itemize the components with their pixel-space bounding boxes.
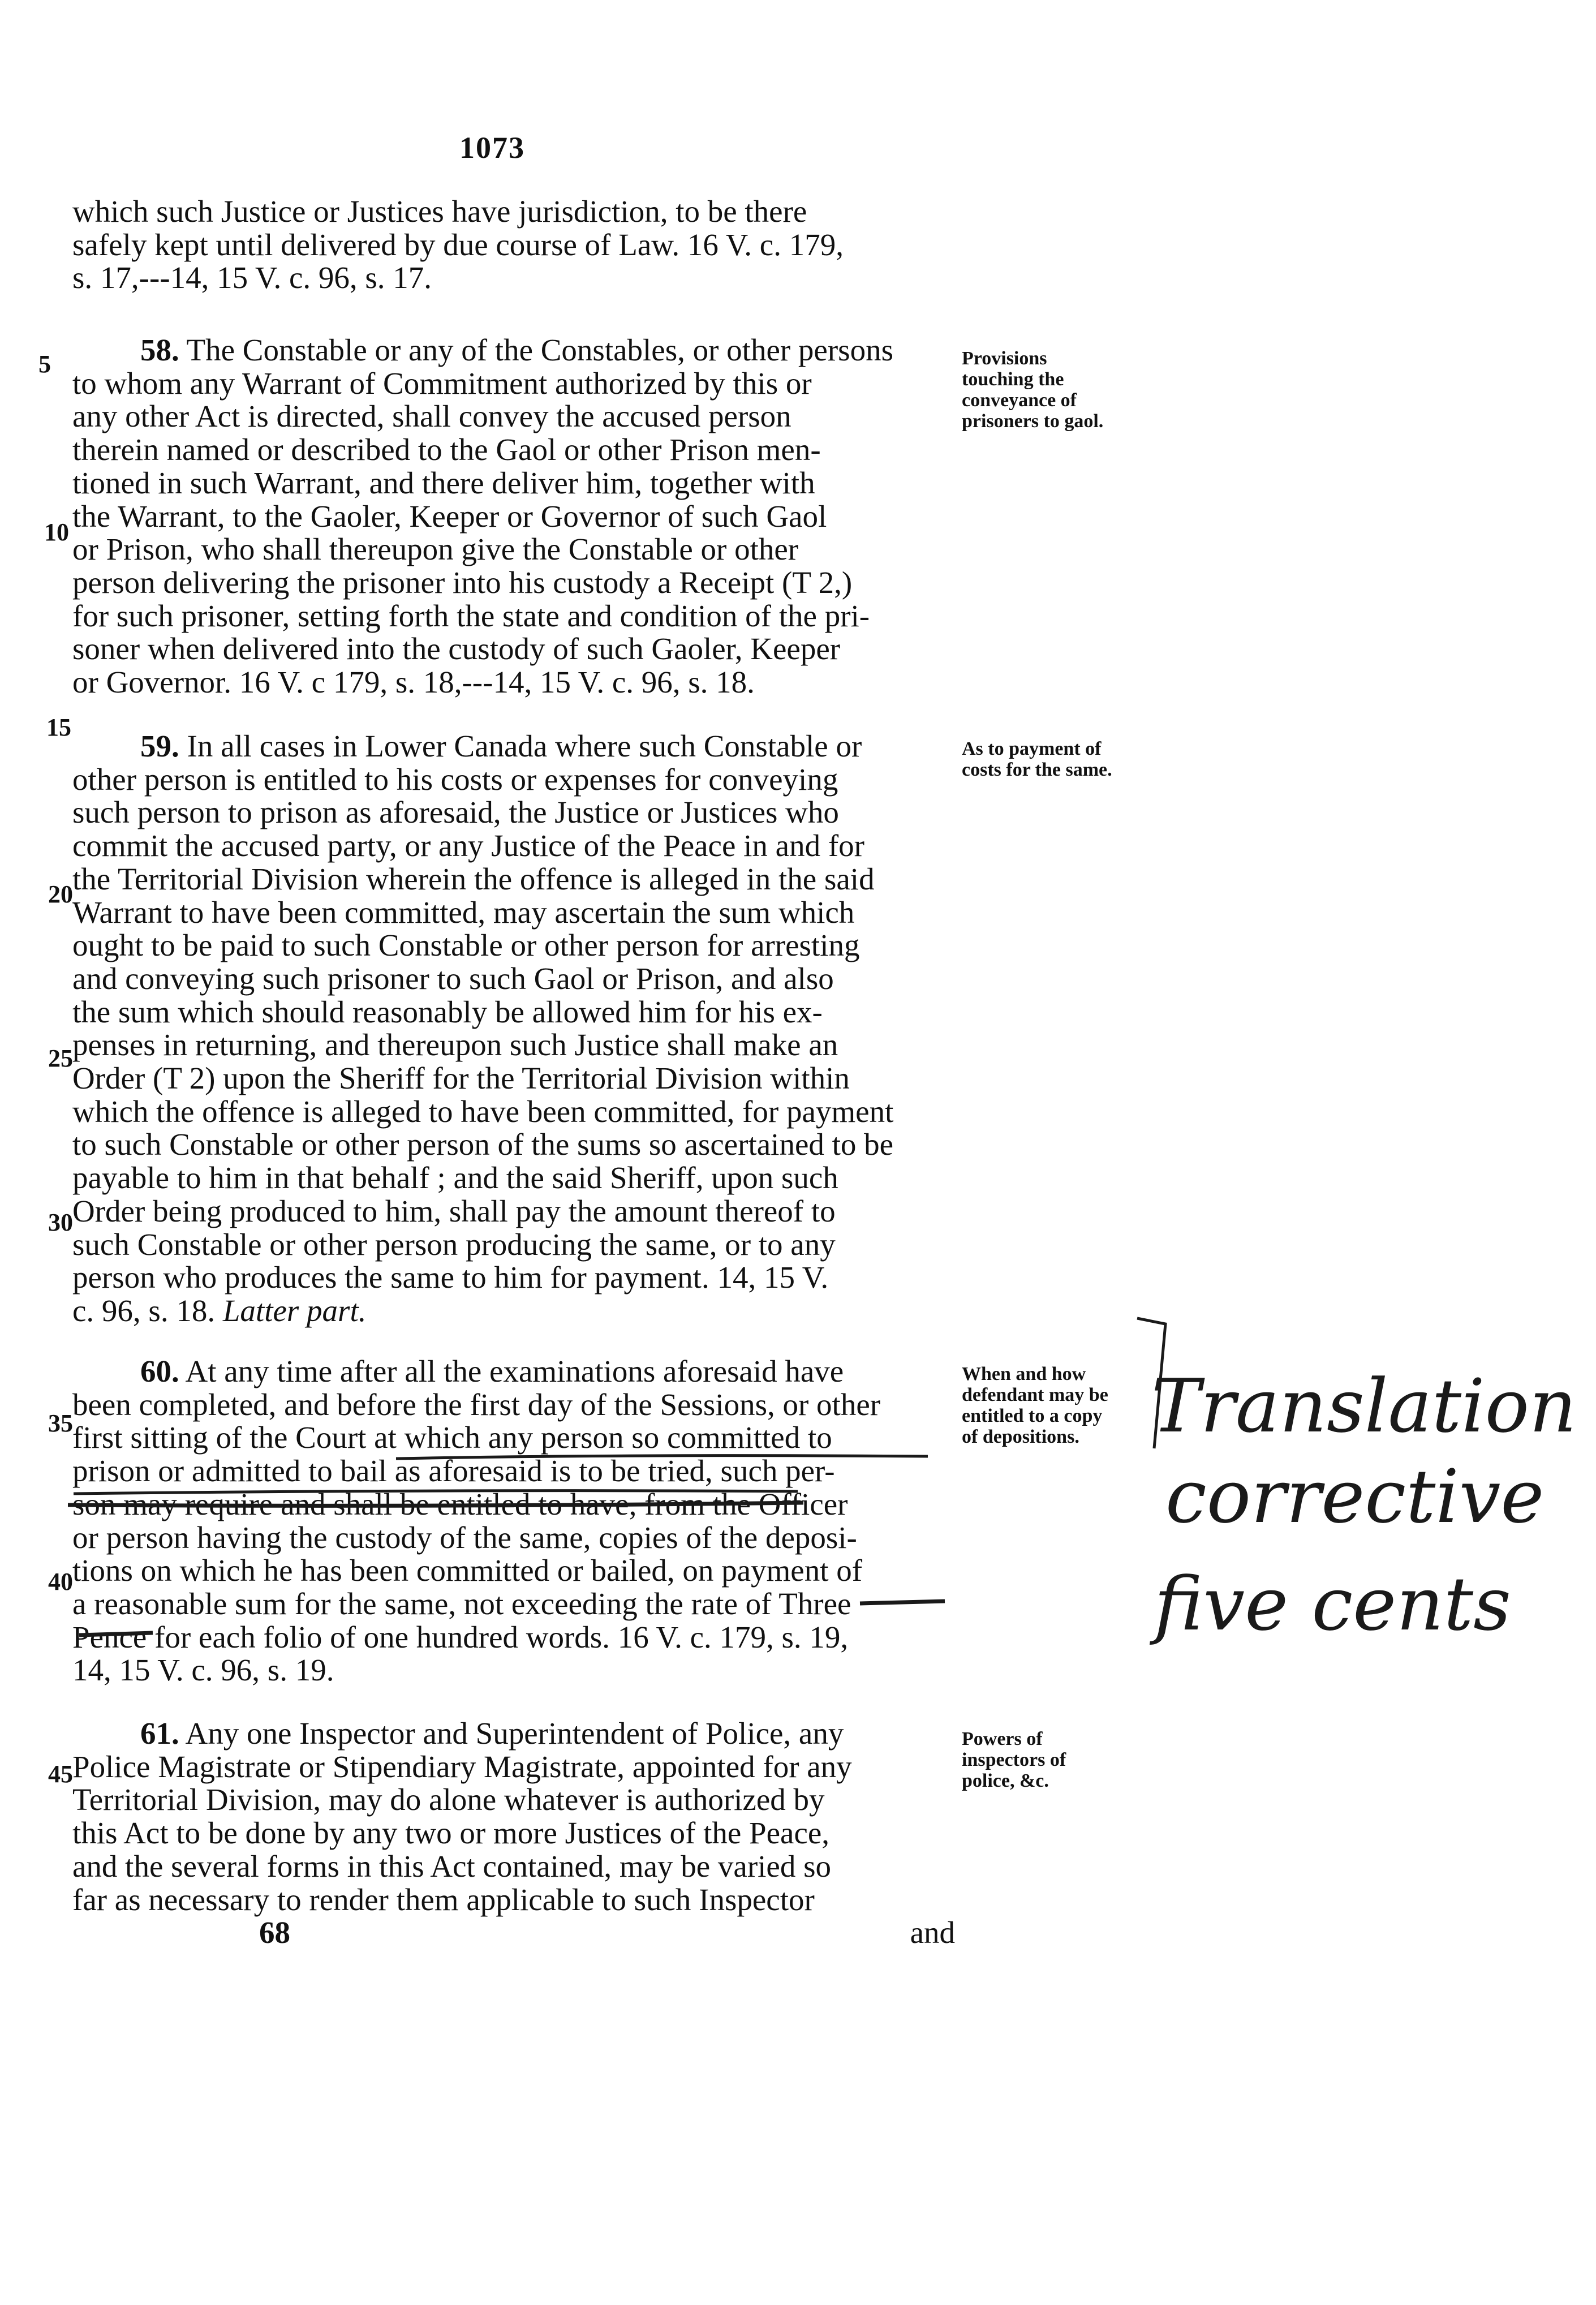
- margin-note-provisions: Provisions touching the conveyance of prisoners to gaol.: [962, 348, 1104, 432]
- text-line: tioned in such Warrant, and there deliver him, together with: [72, 465, 815, 500]
- text-line: which the offence is alleged to have been committed, for payment: [72, 1094, 894, 1129]
- catchword: and: [910, 1915, 955, 1950]
- text-line: tions on which he has been committed or bailed, on payment of: [72, 1553, 863, 1588]
- text-line: Territorial Division, may do alone whatever is authorized by: [72, 1782, 825, 1817]
- text-line: or Governor. 16 V. c 179, s. 18,---14, 15 V. c. 96, s. 18.: [72, 665, 755, 700]
- text-line: this Act to be done by any two or more Justices of the Peace,: [72, 1816, 830, 1851]
- text-line: The Constable or any of the Constables, or other persons: [186, 333, 893, 367]
- text-line: or Prison, who shall thereupon give the Constable or other: [72, 532, 799, 567]
- line-number-45: 45: [48, 1760, 73, 1788]
- line-number-15: 15: [46, 713, 71, 741]
- section-number: 59.: [140, 729, 179, 763]
- text-line: and conveying such prisoner to such Gaol or Prison, and also: [72, 961, 834, 996]
- text-line: and the several forms in this Act contained, may be varied so: [72, 1848, 832, 1883]
- section-number: 61.: [140, 1716, 179, 1751]
- text-line: Any one Inspector and Superintendent of Police, any: [185, 1716, 844, 1751]
- latter-part-note: Latter part.: [222, 1293, 367, 1328]
- text-line: the Warrant, to the Gaoler, Keeper or Governor of such Gaol: [72, 498, 827, 534]
- text-line: Pence for each folio of one hundred words. 16 V. c. 179, s. 19,: [72, 1619, 849, 1654]
- text-line: or person having the custody of the same, copies of the deposi-: [72, 1520, 857, 1555]
- text-line: therein named or described to the Gaol or other Prison men-: [72, 432, 821, 467]
- text-line: penses in returning, and thereupon such Justice shall make an: [72, 1027, 838, 1063]
- text-line: for such prisoner, setting forth the state and condition of the pri-: [72, 598, 870, 633]
- pen-bracket: [1137, 1318, 1165, 1448]
- text-line: Order (T 2) upon the Sheriff for the Territorial Division within: [72, 1061, 850, 1096]
- section-first-line: [72, 730, 955, 763]
- section-58: [72, 334, 955, 699]
- text-line: safely kept until delivered by due course of Law. 16 V. c. 179,: [72, 227, 844, 262]
- text-line: any other Act is directed, shall convey the accused person: [72, 399, 791, 434]
- text-line: far as necessary to render them applicable to such Inspector: [72, 1882, 815, 1917]
- text-line: been completed, and before the first day of the Sessions, or other: [72, 1387, 881, 1422]
- section-number: 58.: [140, 333, 179, 367]
- handwritten-five-cents: five cents: [1154, 1561, 1511, 1647]
- line-number-40: 40: [48, 1568, 73, 1596]
- line-number-10: 10: [44, 518, 69, 546]
- text-line: s. 17,---14, 15 V. c. 96, s. 17.: [72, 260, 432, 295]
- line-number-35: 35: [48, 1409, 73, 1437]
- text-line: commit the accused party, or any Justice of the Peace in and for: [72, 828, 864, 863]
- line-number-20: 20: [48, 880, 73, 908]
- text-line: At any time after all the examinations aforesaid have: [185, 1354, 844, 1388]
- text-line: person delivering the prisoner into his custody a Receipt (T 2,): [72, 565, 853, 600]
- text-line: son may require and shall be entitled to have, from the Officer: [72, 1486, 848, 1521]
- text-line: Order being produced to him, shall pay the amount thereof to: [72, 1193, 836, 1228]
- line-number-25: 25: [48, 1044, 73, 1072]
- text-line: the sum which should reasonably be allowed him for his ex-: [72, 994, 823, 1029]
- signature-mark: 68: [259, 1915, 290, 1950]
- text-line: ought to be paid to such Constable or other person for arresting: [72, 928, 860, 963]
- text-line: soner when delivered into the custody of such Gaoler, Keeper: [72, 631, 841, 666]
- page-number: 1073: [459, 131, 525, 165]
- text-line: Police Magistrate or Stipendiary Magistrate, appointed for any: [72, 1749, 852, 1784]
- text-line: Warrant to have been committed, may ascertain the sum which: [72, 895, 855, 930]
- text-line: person who produces the same to him for payment. 14, 15 V.: [72, 1260, 829, 1295]
- margin-note-payment: As to payment of costs for the same.: [962, 738, 1112, 780]
- text-line: which such Justice or Justices have jurisdiction, to be there: [72, 194, 807, 229]
- handwritten-corrective: corrective: [1165, 1453, 1545, 1539]
- text-line: to such Constable or other person of the sums so ascertained to be: [72, 1127, 894, 1162]
- page-footer: [72, 1916, 955, 1950]
- line-number-5: 5: [38, 350, 51, 378]
- text-line: to whom any Warrant of Commitment authorized by this or: [72, 365, 812, 401]
- section-number: 60.: [140, 1354, 179, 1388]
- text-line: such person to prison as aforesaid, the Justice or Justices who: [72, 795, 839, 830]
- section-61: [72, 1717, 955, 1950]
- margin-note-copy-of-depositions: When and how defendant may be entitled to a copy of depositions.: [962, 1364, 1108, 1447]
- text-line: payable to him in that behalf ; and the said Sheriff, upon such: [72, 1160, 838, 1195]
- margin-note-powers: Powers of inspectors of police, &c.: [962, 1728, 1066, 1791]
- text-line: other person is entitled to his costs or expenses for conveying: [72, 762, 838, 797]
- text-line: c. 96, s. 18.: [72, 1293, 216, 1328]
- text-line: a reasonable sum for the same, not exceeding the rate of Three: [72, 1586, 851, 1621]
- section-first-line: [72, 1717, 955, 1751]
- text-line: first sitting of the Court at which any person so committed to: [72, 1420, 832, 1455]
- text-line: In all cases in Lower Canada where such Constable or: [187, 729, 862, 763]
- text-line: the Territorial Division wherein the offence is alleged in the said: [72, 861, 875, 896]
- line-number-30: 30: [48, 1209, 73, 1236]
- section-first-line: [72, 334, 955, 367]
- section-59: [72, 730, 955, 1328]
- text-line: prison or admitted to bail as aforesaid is to be tried, such per-: [72, 1453, 835, 1489]
- section-first-line: [72, 1355, 955, 1388]
- handwritten-translation: Translation: [1151, 1363, 1577, 1449]
- continuation-paragraph: [72, 195, 955, 295]
- section-60: [72, 1355, 955, 1687]
- text-line: 14, 15 V. c. 96, s. 19.: [72, 1653, 334, 1688]
- text-line-last: [72, 1295, 955, 1328]
- text-line: such Constable or other person producing the same, or to any: [72, 1227, 836, 1262]
